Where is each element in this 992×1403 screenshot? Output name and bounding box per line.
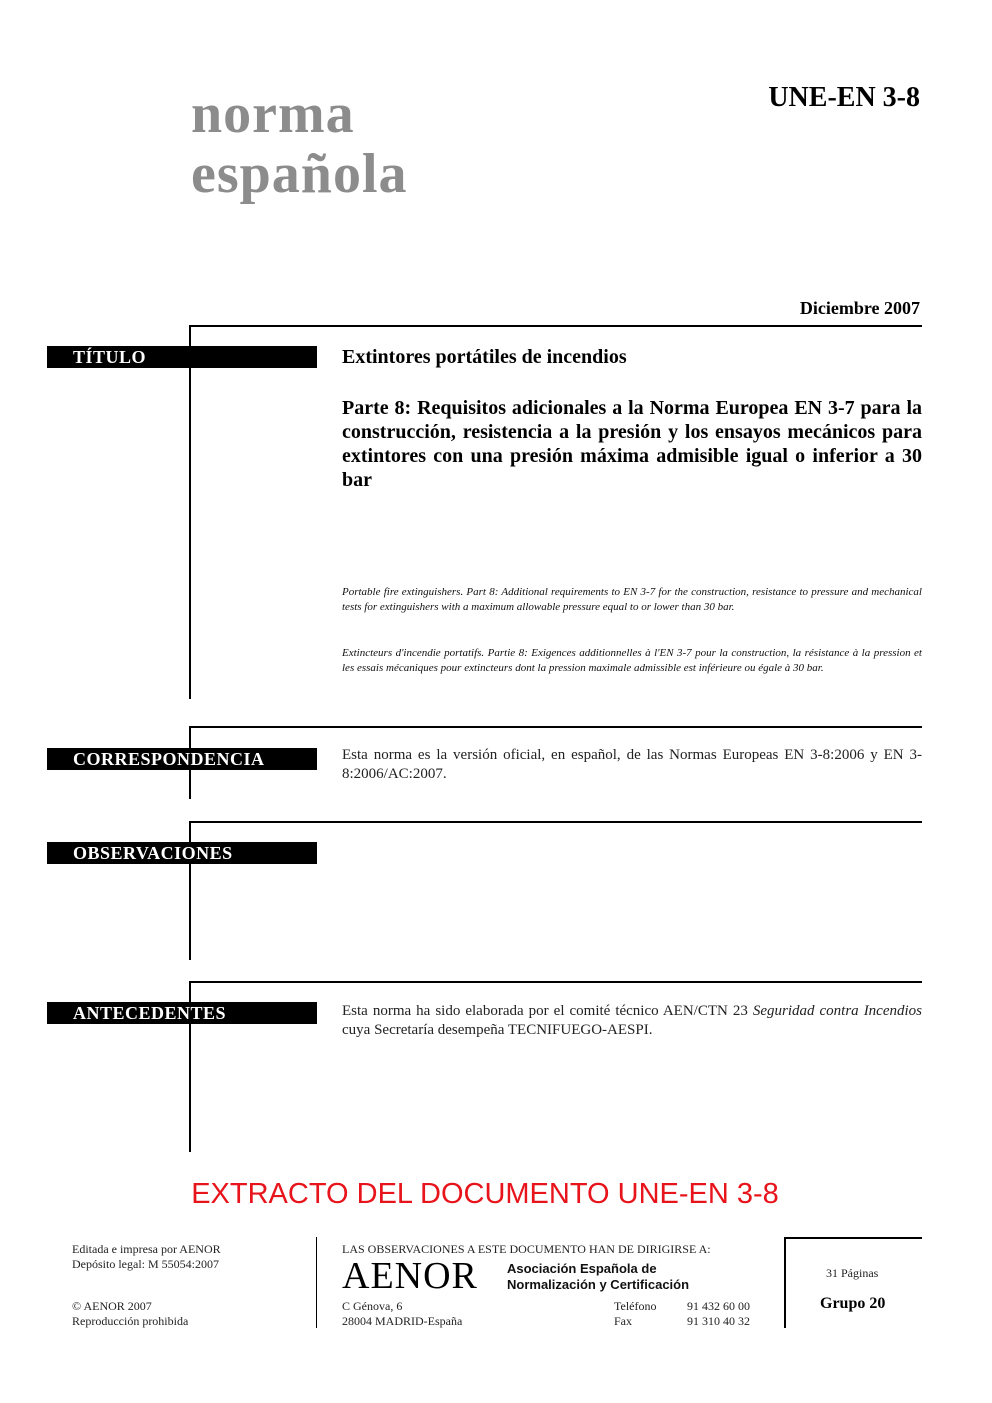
address-city: 28004 MADRID-España: [342, 1314, 463, 1328]
aenor-full-name-line1: Asociación Española de: [507, 1261, 657, 1276]
title-translation-fr: Extincteurs d'incendie portatifs. Partie 8: Exigences additionnelles à l'EN 3-7 pour la construction, la résistance à la pression et les essais mécaniques pour extincteurs dont la pression maximale admissible est inférieure ou égale à 30 bar.: [342, 647, 922, 674]
antecedentes-text-prefix: Esta norma ha sido elaborada por el comité técnico AEN/CTN 23: [342, 1003, 753, 1019]
observations-notice: LAS OBSERVACIONES A ESTE DOCUMENTO HAN DE DIRIGIRSE A:: [342, 1242, 711, 1256]
rule-titulo: [189, 325, 922, 327]
brand-norma: norma: [191, 83, 355, 145]
aenor-logo: AENOR: [342, 1255, 478, 1297]
antecedentes-text-suffix: cuya Secretaría desempeña TECNIFUEGO-AESPI.: [342, 1022, 653, 1038]
vrule-titulo: [189, 325, 191, 699]
document-title: Extintores portátiles de incendios: [342, 346, 627, 368]
rule-observaciones: [189, 821, 922, 823]
page-count: 31 Páginas: [826, 1266, 879, 1280]
aenor-full-name-line2: Normalización y Certificación: [507, 1277, 690, 1292]
title-translation-en: Portable fire extinguishers. Part 8: Additional requirements to EN 3-7 for the construction, resistance to pressure and mechanical tests for extinguishers with a maximum allowable pressure equal to or lower than 30 bar.: [342, 586, 922, 613]
label-observaciones: OBSERVACIONES: [47, 842, 317, 864]
footer-divider-left: [316, 1237, 317, 1328]
committee-name: Seguridad contra Incendios: [752, 1003, 923, 1019]
extract-banner: EXTRACTO DEL DOCUMENTO UNE-EN 3-8: [191, 1178, 779, 1210]
rule-antecedentes: [189, 981, 922, 983]
deposito-legal: Depósito legal: M 55054:2007: [72, 1257, 219, 1271]
label-antecedentes: ANTECEDENTES: [47, 1002, 317, 1024]
label-correspondencia: CORRESPONDENCIA: [47, 748, 317, 770]
publication-date: Diciembre 2007: [799, 298, 920, 318]
pages-box-top-rule: [784, 1237, 922, 1239]
pages-box-left-rule: [784, 1237, 786, 1328]
fax-number: 91 310 40 32: [687, 1314, 750, 1328]
standard-code: UNE-EN 3-8: [768, 82, 920, 113]
aenor-full-name: [507, 1261, 689, 1293]
price-group: Grupo 20: [820, 1295, 886, 1312]
edited-by: Editada e impresa por AENOR: [72, 1242, 221, 1256]
fax-label: Fax: [614, 1314, 632, 1328]
copyright: © AENOR 2007: [72, 1299, 152, 1313]
reproduction-notice: Reproducción prohibida: [72, 1314, 189, 1328]
rule-correspondencia: [189, 726, 922, 728]
phone-number: 91 432 60 00: [687, 1299, 750, 1313]
brand-espanola: española: [191, 143, 408, 205]
correspondencia-text: Esta norma es la versión oficial, en español, de las Normas Europeas EN 3-8:2006 y EN 3-8:2006/AC:2007.: [342, 747, 922, 782]
address-street: C Génova, 6: [342, 1299, 403, 1313]
antecedentes-text: [342, 1002, 922, 1040]
document-subtitle: Parte 8: Requisitos adicionales a la Norma Europea EN 3-7 para la construcción, resistencia a la presión y los ensayos mecánicos para extintores con una presión máxima admisible igual o inferior a 30 bar: [342, 397, 922, 491]
phone-label: Teléfono: [614, 1299, 657, 1313]
label-titulo: TÍTULO: [47, 346, 317, 368]
